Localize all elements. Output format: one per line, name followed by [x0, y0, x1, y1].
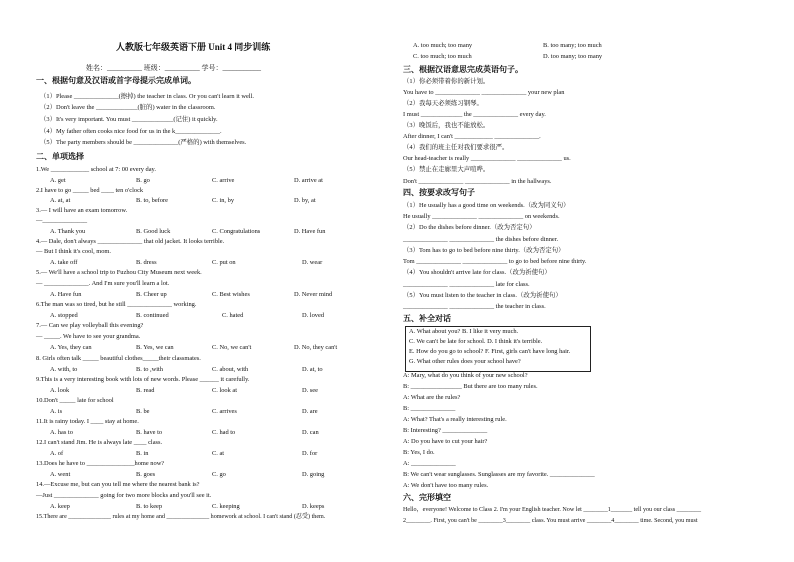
option: B. go	[136, 177, 150, 184]
sec4-line: ______________ ______________ late for class.	[403, 281, 530, 288]
option: C. keeping	[212, 503, 240, 510]
option: A. Thank you	[50, 228, 86, 235]
question: 5.— We'll have a school trip to Fuzhou City Museum next week.	[36, 269, 202, 276]
option: B. be	[136, 408, 150, 415]
option: A. is	[50, 408, 63, 415]
option: A. at, at	[50, 197, 71, 204]
question-line: — _____. We have to see your grandma.	[36, 333, 141, 340]
option: B. too many; too much	[543, 42, 602, 49]
option: D. No, they can't	[294, 344, 338, 351]
dialog-line: B: ______________	[403, 405, 456, 412]
option: B. Good luck	[136, 228, 171, 235]
question: 14.—Excuse me, but can you tell me where the nearest bank is?	[36, 481, 200, 488]
option: C. look at	[212, 387, 238, 394]
question: 11.It is rainy today. I ____ stay at home.	[36, 418, 139, 425]
question-line: — But I think it's cool, mom.	[36, 248, 111, 255]
sec3-line: You have to ______________ ______________ your new plan	[403, 89, 565, 96]
option: C. put on	[212, 259, 236, 266]
cloze-line: Hello，everyone! Welcome to Class 2. I'm your English teacher. Now let ________1_______ tell you our class ________	[403, 507, 702, 513]
sec4-line: Tom ______________ ______________ to go to bed before nine thirty.	[403, 258, 587, 265]
sec3-line: （1）你必须带着你的新计划。	[403, 78, 490, 85]
question: 4.— Dale, don't always ______________ that old jacket. It looks terrible.	[36, 238, 225, 245]
sec3-line: （5）禁止在走廊里大声喧哗。	[403, 166, 490, 173]
option: C. Best wishes	[212, 291, 250, 298]
page-title: 人教版七年级英语下册 Unit 4 同步训练	[116, 42, 271, 52]
dialog-option: G. What other rules does your school have?	[409, 358, 521, 365]
option: C. Congratulations	[212, 228, 261, 235]
option: D. for	[302, 450, 318, 457]
sec4-line: ______________ ______________ the teacher in class.	[403, 303, 546, 310]
option: C. had to	[212, 429, 236, 436]
question: 12.I can't stand Jim. He is always late ____ class.	[36, 439, 163, 446]
question: 15.There are ______________ rules at my home and ______________ homework at school. I can't stand (忍受) them.	[36, 514, 326, 520]
section3-heading: 三、根据汉语意思完成英语句子。	[403, 65, 523, 74]
sec3-line: Our head-teacher is really ______________ ______________ us.	[403, 155, 571, 162]
option: B. goes	[136, 471, 156, 478]
option: B. Yes, we can	[136, 344, 174, 351]
sec3-line: Don't ______________ ______________ in the hallways.	[403, 178, 552, 185]
option: A. Yes, they can	[50, 344, 92, 351]
option: B. dress	[136, 259, 157, 266]
dialog-line: A: Mary, what do you think of your new school?	[403, 372, 528, 379]
option: D. arrive at	[294, 177, 323, 184]
option: C. hated	[222, 312, 244, 319]
option: C. about, with	[212, 366, 249, 373]
option: D. too many; too many	[543, 53, 603, 60]
dialog-line: B: We can't wear sunglasses. Sunglasses are my favorite. ______________	[403, 471, 595, 478]
option: D. keeps	[302, 503, 325, 510]
option: D. wear	[302, 259, 323, 266]
option: A. get	[50, 177, 66, 184]
section1-heading: 一、根据句意及汉语或首字母提示完成单词。	[36, 76, 196, 85]
option: C. in, by	[212, 197, 235, 204]
option: A. look	[50, 387, 70, 394]
question: 6.The man was so tired, but he still ______________ working.	[36, 301, 197, 308]
option: C. arrive	[212, 177, 235, 184]
option: C. go	[212, 471, 226, 478]
sec4-line: ______________ ______________ the dishes before dinner.	[403, 236, 559, 243]
option: D. can	[302, 429, 319, 436]
option: C. at	[212, 450, 225, 457]
sec4-line: （5）You must listen to the teacher in class.（改为祈使句）	[403, 292, 562, 299]
option: B. read	[136, 387, 155, 394]
option: C. too much; too much	[413, 53, 472, 60]
question-line: — ______________. And I'm sure you'll learn a lot.	[36, 280, 170, 287]
question: 10.Don't _____ late for school	[36, 397, 114, 404]
sec1-item: （5）The party members should be ______________(严格的) with themselves.	[40, 139, 247, 146]
question-line: —______________	[36, 217, 88, 224]
question-line: —Just ______________ going for two more blocks and you'll see it.	[36, 492, 212, 499]
question: 9.This is a very interesting book with lots of new words. Please ______ it carefully.	[36, 376, 250, 383]
sec4-line: （1）He usually has a good time on weekends.（改为同义句）	[403, 202, 570, 209]
option: D. see	[302, 387, 318, 394]
question: 1.We ____________ school at 7: 00 every day.	[36, 166, 156, 173]
dialog-option: C. We can't be late for school. D. I think it's terrible.	[409, 338, 543, 345]
sec4-line: （3）Tom has to go to bed before nine thirty.（改为否定句）	[403, 247, 565, 254]
sec4-line: （2）Do the dishes before dinner.（改为否定句）	[403, 224, 536, 231]
option: A. too much; too many	[413, 42, 473, 49]
dialog-line: A: We don't have too many rules.	[403, 482, 489, 489]
sec1-item: （3）It's very important. You must _____________(记住) it quickly.	[40, 116, 218, 123]
option: A. with, to	[50, 366, 78, 373]
question: 2.I have to go _____ bed ____ ten o'clock	[36, 187, 144, 194]
option: B. in	[136, 450, 149, 457]
option: C. arrives	[212, 408, 237, 415]
option: D. loved	[302, 312, 325, 319]
question: 7.— Can we play volleyball this evening?	[36, 322, 144, 329]
option: A. has to	[50, 429, 73, 436]
option: A. Have fun	[50, 291, 82, 298]
section2-heading: 二、单项选择	[36, 152, 84, 161]
dialog-line: A: ______________	[403, 460, 456, 467]
option: A. stopped	[50, 312, 78, 319]
cloze-line: 2________. First, you can't be ________3________ class. You must arrive ________4________ time. Second, you must	[403, 518, 698, 524]
sec1-item: （2）Don't leave the _____________(脏的) water in the classroom.	[40, 104, 216, 111]
section4-heading: 四、按要求改写句子	[403, 188, 475, 197]
section6-heading: 六、完形填空	[403, 493, 451, 502]
dialog-option: A. What about you? B. I like it very much.	[409, 328, 519, 335]
student-info: 姓名：__________ 班级：__________ 学号：___________	[86, 64, 261, 72]
sec3-line: I must _____________ the ______________ every day.	[403, 111, 546, 118]
dialog-line: A: Do you have to cut your hair?	[403, 438, 488, 445]
sec3-line: （2）我每天必须练习钢琴。	[403, 100, 483, 107]
option: B. to keep	[136, 503, 163, 510]
dialog-line: B: Yes, I do.	[403, 449, 435, 456]
option: B. continued	[136, 312, 169, 319]
dialog-option: E. How do you go to school? F. First, girls can't have long hair.	[409, 348, 571, 355]
option: A. went	[50, 471, 71, 478]
dialog-line: B: Interesting? ______________	[403, 427, 488, 434]
option: B. Cheer up	[136, 291, 167, 298]
option: D. Never mind	[294, 291, 333, 298]
question: 13.Does he have to _______________home now?	[36, 460, 165, 467]
option: D. Have fun	[294, 228, 326, 235]
question: 3.— I will have an exam tomorrow.	[36, 207, 128, 214]
dialog-line: A: What are the rules?	[403, 394, 461, 401]
sec1-item: （1）Please ______________(擦掉) the teacher in class. Or you can't learn it well.	[40, 93, 254, 100]
option: D. by, at	[294, 197, 316, 204]
dialog-line: B: ________________ But there are too many rules.	[403, 383, 538, 390]
sec4-line: （4）You shouldn't arrive late for class.（改为祈使句）	[403, 269, 551, 276]
dialog-line: A: What? That's a really interesting rule.	[403, 416, 507, 423]
sec3-line: （3）晚饭后，我也不能放松。	[403, 122, 490, 129]
sec3-line: （4）我们的班主任对我们要求很严。	[403, 144, 509, 151]
option: B. have to	[136, 429, 163, 436]
option: D. at, to	[302, 366, 323, 373]
option: D. going	[302, 471, 325, 478]
option: A. take off	[50, 259, 78, 266]
sec1-item: （4）My father often cooks nice food for us in the k______________.	[40, 128, 222, 135]
question: 8. Girls often talk _____ beautiful clothes_____their classmates.	[36, 355, 201, 362]
sec3-line: After dinner, I can't ____________ ______________.	[403, 133, 541, 140]
option: D. are	[302, 408, 318, 415]
option: A. of	[50, 450, 64, 457]
option: A. keep	[50, 503, 70, 510]
option: B. to, before	[136, 197, 168, 204]
section5-heading: 五、补全对话	[403, 314, 451, 323]
option: B. to ,with	[136, 366, 163, 373]
option: C. No, we can't	[212, 344, 252, 351]
sec4-line: He usually ______________ ______________ on weekends.	[403, 213, 560, 220]
